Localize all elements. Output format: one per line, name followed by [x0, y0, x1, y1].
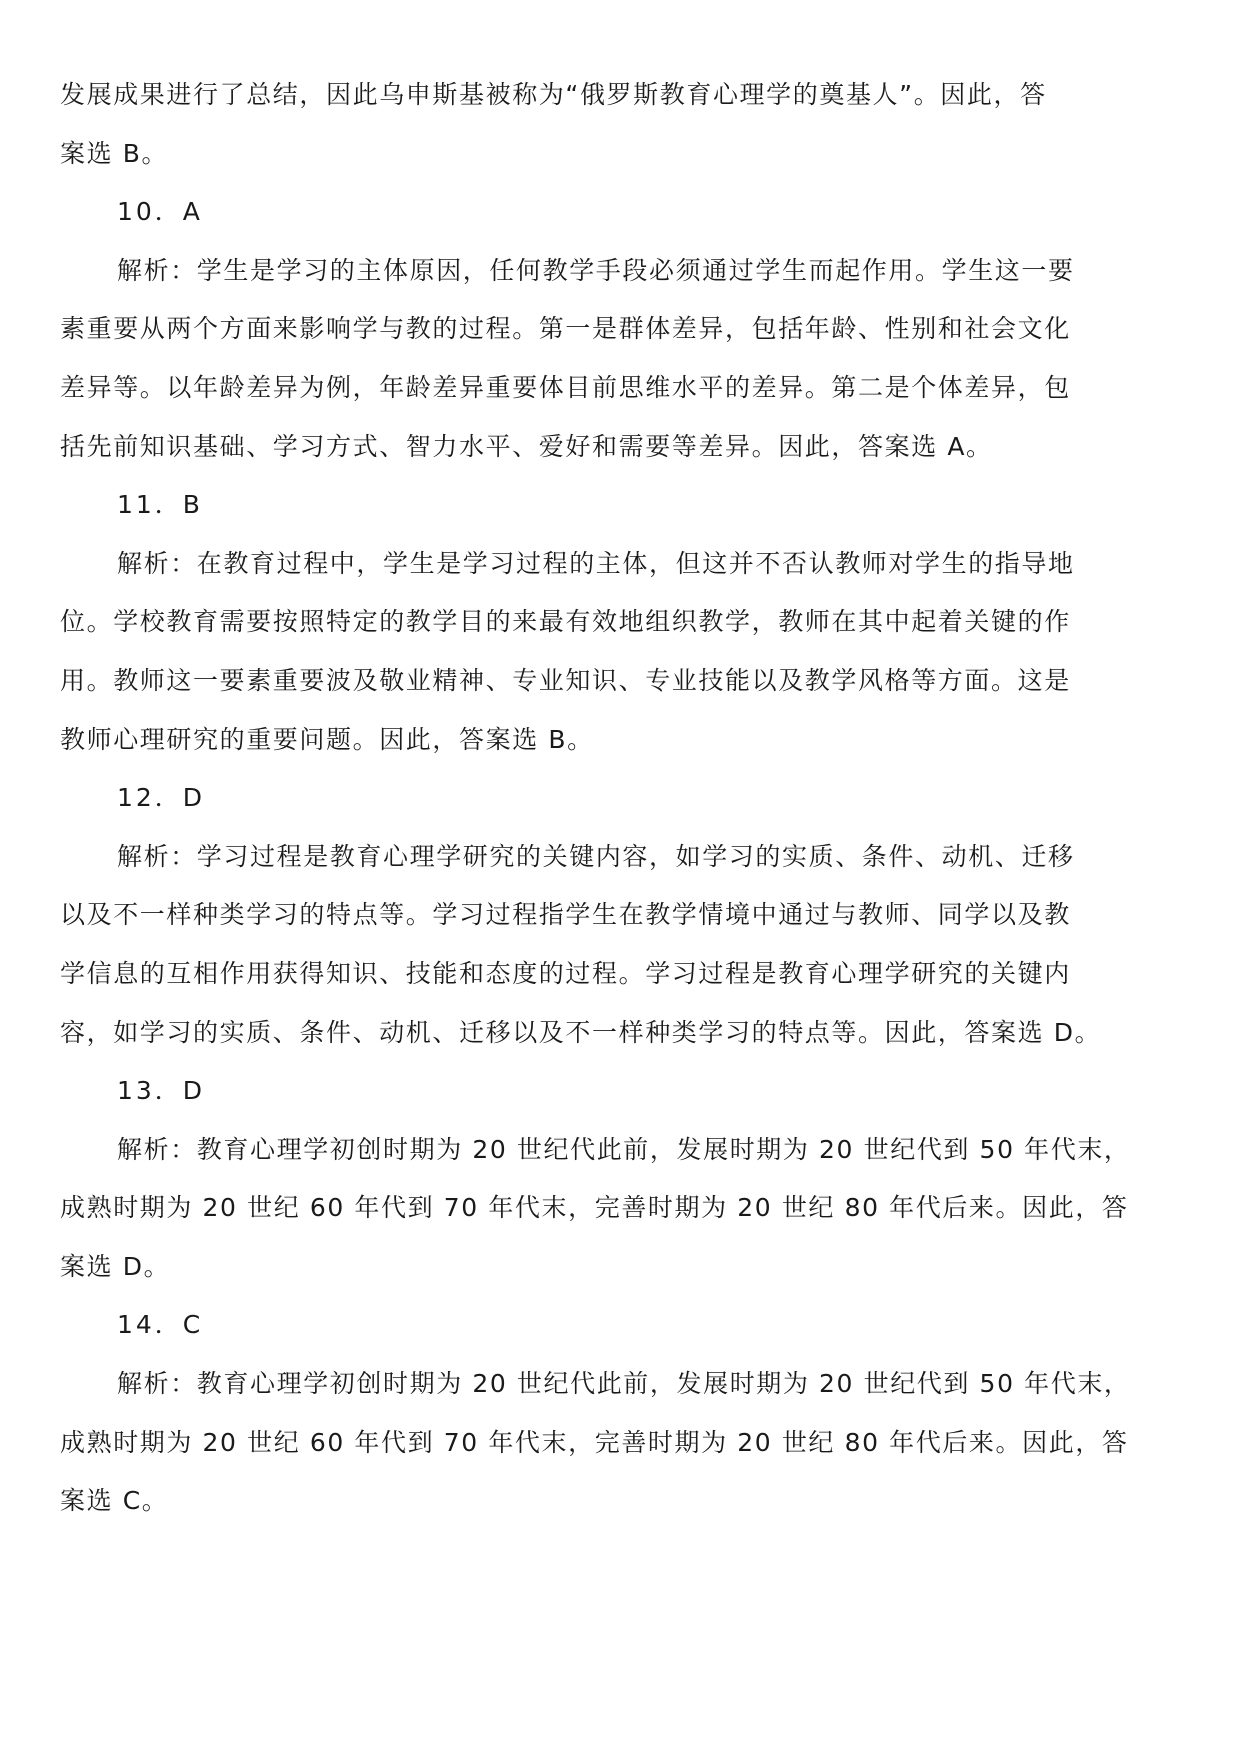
explanation-line: 用。教师这一要素重要波及敬业精神、专业知识、专业技能以及教学风格等方面。这是: [60, 665, 1071, 695]
explanation-line: 以及不一样种类学习的特点等。学习过程指学生在教学情境中通过与教师、同学以及教: [60, 900, 1071, 930]
intro-paragraph: [60, 66, 1180, 183]
answer-block-14: [60, 1296, 1180, 1530]
explanation-line: 容，如学习的实质、条件、动机、迁移以及不一样种类学习的特点等。因此，答案选 D。: [60, 1017, 1102, 1047]
explanation-line: 解析：学习过程是教育心理学研究的关键内容，如学习的实质、条件、动机、迁移: [117, 841, 1075, 871]
answer-label: 11．B: [117, 490, 203, 520]
text-line: 案选 B。: [60, 138, 169, 168]
explanation-line: 成熟时期为 20 世纪 60 年代到 70 年代末，完善时期为 20 世纪 80 年代后来。因此，答: [60, 1193, 1129, 1223]
answer-label: 10．A: [117, 197, 203, 227]
explanation-line: 括先前知识基础、学习方式、智力水平、爱好和需要等差异。因此，答案选 A。: [60, 431, 993, 461]
explanation-line: 案选 D。: [60, 1251, 171, 1281]
answer-label: 13．D: [117, 1076, 206, 1106]
answer-label: 14．C: [117, 1310, 204, 1340]
explanation-line: 学信息的互相作用获得知识、技能和态度的过程。学习过程是教育心理学研究的关键内: [60, 958, 1071, 988]
document-page: [60, 66, 1180, 1531]
explanation-line: 素重要从两个方面来影响学与教的过程。第一是群体差异，包括年龄、性别和社会文化: [60, 314, 1071, 344]
explanation-line: 解析：在教育过程中，学生是学习过程的主体，但这并不否认教师对学生的指导地: [117, 548, 1075, 578]
text-line: 发展成果进行了总结，因此乌申斯基被称为“俄罗斯教育心理学的奠基人”。因此，答: [60, 80, 1047, 109]
explanation-line: 教师心理研究的重要问题。因此，答案选 B。: [60, 724, 594, 754]
explanation-line: 位。学校教育需要按照特定的教学目的来最有效地组织教学，教师在其中起着关键的作: [60, 607, 1071, 637]
answer-block-11: [60, 476, 1180, 769]
explanation-line: 成熟时期为 20 世纪 60 年代到 70 年代末，完善时期为 20 世纪 80 年代后来。因此，答: [60, 1427, 1129, 1457]
explanation-line: 差异等。以年龄差异为例，年龄差异重要体目前思维水平的差异。第二是个体差异，包: [60, 372, 1071, 402]
explanation-line: 解析：教育心理学初创时期为 20 世纪代此前，发展时期为 20 世纪代到 50 年代末，: [117, 1369, 1131, 1399]
explanation-line: 案选 C。: [60, 1486, 169, 1516]
answer-block-13: [60, 1062, 1180, 1296]
answer-block-12: [60, 769, 1180, 1062]
answer-label: 12．D: [117, 783, 206, 813]
explanation-line: 解析：学生是学习的主体原因，任何教学手段必须通过学生而起作用。学生这一要: [117, 255, 1075, 285]
answer-block-10: [60, 183, 1180, 476]
explanation-line: 解析：教育心理学初创时期为 20 世纪代此前，发展时期为 20 世纪代到 50 年代末，: [117, 1134, 1131, 1164]
